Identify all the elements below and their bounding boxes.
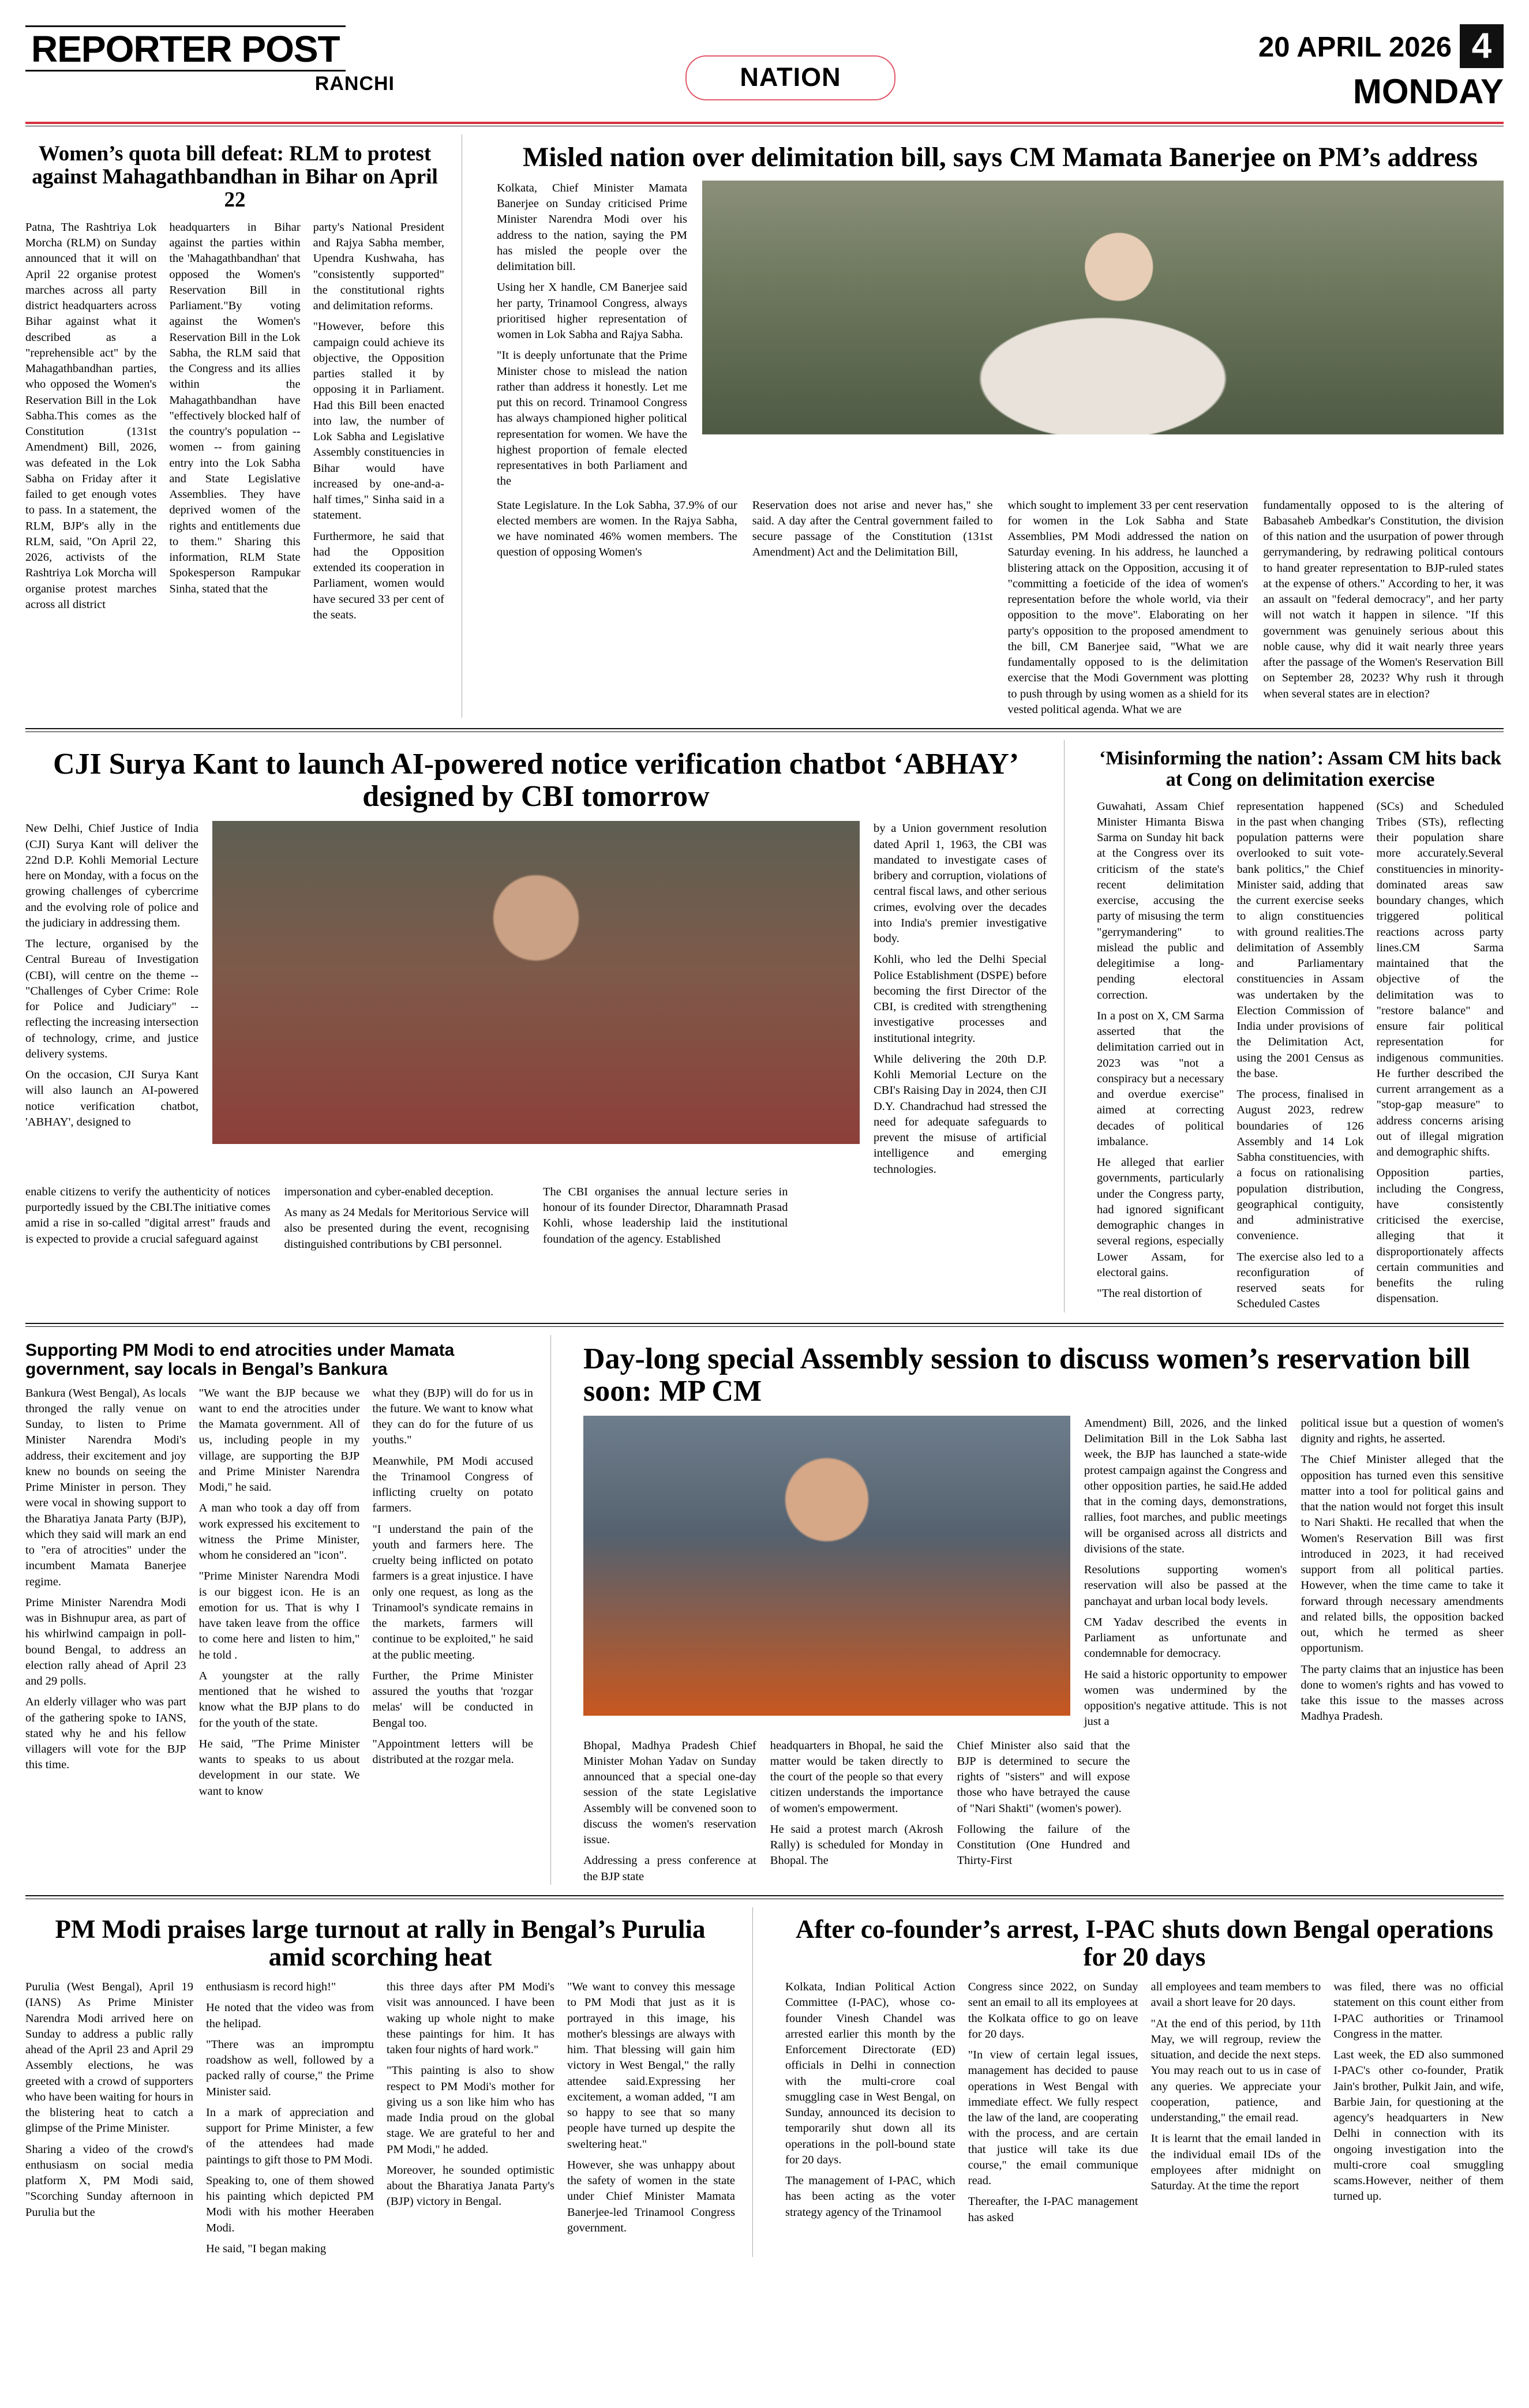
paragraph: Following the failure of the Constitution (One Hundred and Thirty-First [957,1822,1130,1867]
paragraph: this three days after PM Modi's visit was announced. I have been waking up whole night to make these paintings for him. It has taken four nights of hard work." [387,1981,554,2057]
paragraph: Purulia (West Bengal), April 19 (IANS) As Prime Minister Narendra Modi arrived here on Sunday to address a public rally ahead of the April 23 and April 29 Assembly elections, he was greeted with a crowd of supporters who have been waiting for hours in the blistering heat to catch a glimpse of the Prime Minister. [25,1981,193,2135]
paragraph: Guwahati, Assam Chief Minister Himanta Biswa Sarma on Sunday hit back at the Congress over its criticism of the state's recent delimitation exercise, accusing the party of misusing the term "gerrymandering" to mislead the public and delegitimise a long-pending electoral correction. [1097,800,1224,1002]
paragraph: A man who took a day off from work expressed his excitement to witness the Prime Minister, whom he considered an "icon". [198,1502,360,1562]
paragraph: headquarters in Bihar against the parties within the 'Mahagathbandhan' that opposed the Women's Reservation Bill in Parliament."By voting against the Women's Reservation Bill in the Lok Sabha, the RLM said that the Congress and its allies within the Mahagathbandhan have "effectively blocked half of the country's population -- women -- from gaining entry into the Lok Sabha and State Legislative Assemblies. They have deprived women of the rights and entitlements due to them." Sharing this information, RLM State Spokesperson Rampukar Sinha, stated that the [169,220,301,595]
fourth-row [25,1899,1504,2257]
paragraph: The management of I-PAC, which has been acting as the voter strategy agency of the Trinamool [785,2174,955,2219]
paragraph: Prime Minister Narendra Modi was in Bishnupur area, as part of his whirlwind campaign in poll-bound Bengal, to address an election rally ahead of April 23 and 29 polls. [25,1596,186,1688]
paragraph: headquarters in Bhopal, he said the matter would be taken directly to the court of the people so that every citizen understands the importance of women's empowerment. [770,1739,943,1815]
paragraph: Thereafter, the I-PAC management has asked [968,2195,1138,2224]
issue-date: 20 APRIL 2026 [1258,32,1452,63]
paragraph: He said a protest march (Akrosh Rally) is scheduled for Monday in Bhopal. The [770,1822,943,1867]
column-divider-3 [550,1335,551,1885]
paragraph: "Appointment letters will be distributed at the rozgar mela. [372,1737,534,1766]
story7-headline: PM Modi praises large turnout at rally in Bengal’s Purulia amid scorching heat [55,1914,706,1972]
paragraph: "At the end of this period, by 11th May, we will regroup, review the situation, and decide the next steps. You may reach out to us in case of any queries. We appreciate your cooperation, patience, and understanding," the email read. [1151,2017,1321,2125]
page-title: Women’s quota bill defeat: RLM to protest against Mahagathbandhan in Bihar on April 22 [32,142,438,212]
paragraph: Meanwhile, PM Modi accused the Trinamool Congress of inflicting cruelty on potato farmers. [372,1454,534,1515]
paragraph: Kohli, who led the Delhi Special Police Establishment (DSPE) before becoming the first Director of the CBI, is credited with strengthening investigative processes and institutional integrity. [874,953,1047,1045]
story2-bottom-col4 [1263,498,1504,718]
masthead-rule [25,122,1504,124]
paragraph: "We want to convey this message to PM Modi that just as it is portrayed in this image, his mother's blessings are always with him. That blessing will gain him victory in West Bengal," the rally attendee said.Expressing her excitement, a woman added, "I am so happy to see that so many people have turned up despite the sweltering heat." [567,1981,735,2151]
paragraph: Bhopal, Madhya Pradesh Chief Minister Mohan Yadav on Sunday announced that a special one-day session of the state Legislative Assembly will be convened soon to discuss the women's reservation issue. [583,1739,756,1847]
story4-col1 [1097,799,1224,1312]
story6-photo-wrap [583,1416,1070,1730]
paragraph: It is learnt that the email landed in the individual email IDs of the employees after midnight on Saturday. At the time the report [1151,2132,1321,2193]
paragraph: He said, "The Prime Minister wants to speaks to us about development in our state. We want to know [198,1737,360,1798]
paragraph: Addressing a press conference at the BJP state [583,1854,756,1883]
paragraph: A youngster at the rally mentioned that he wished to know what the BJP plans to do for the youth of the state. [198,1669,360,1730]
story6-headline: Day-long special Assembly session to discuss women’s reservation bill soon: MP CM [583,1342,1470,1408]
story1-col2 [169,220,300,623]
story6-col4 [1084,1416,1287,1730]
story8-col4 [1333,1979,1504,2226]
story2-col1 [497,181,687,490]
paragraph: While delivering the 20th D.P. Kohli Memorial Lecture on the CBI's Raising Day in 2024, then CJI D.Y. Chandrachud had stressed the need for adequate safeguards to prevent the misuse of artificial intelligence and emerging technologies. [874,1052,1047,1176]
story3-col1 [25,821,198,1177]
paragraph: Speaking to, one of them showed his painting which depicted PM Modi with his mother Heeraben Modi. [206,2174,374,2234]
dateline [1100,24,1504,68]
paragraph: "I understand the pain of the youth and farmers here. The cruelty being inflicted on potato farmers is a great injustice. I have only one request, as long as the Trinamool's syndicate remains in the markets, farmers will continue to be exploited," he said at the public meeting. [372,1522,534,1661]
paragraph: The party claims that an injustice has been done to women's rights and has vowed to take this issue to the masses across Madhya Pradesh. [1301,1663,1504,1723]
paragraph: (SCs) and Scheduled Tribes (STs), reflecting their population share more accurately.Several constituencies in minority-dominated areas saw boundary changes, which triggered political reactions across party lines.CM Sarma maintained that the objective of the delimitation was to "restore balance" and ensure fair political representation for indigenous communities. He further described the current arrangement as a "stop-gap measure" to address concerns arising out of illegal migration and demographic shifts. [1376,800,1504,1159]
story-bankura-locals [25,1335,533,1885]
paragraph: was filed, there was no official statement on this count either from I-PAC authorities or Trinamool Congress in the matter. [1333,1981,1504,2041]
paragraph: Reservation does not arise and never has," she said. A day after the Central government failed to secure passage of the Constitution (131st Amendment) Act and the Delimitation Bill, [752,498,993,559]
paragraph: "In view of certain legal issues, management has decided to pause operations in West Bengal with immediate effect. We fully respect the law of the land, are cooperating with the process, and are certain that justice will take its due course," the email communique read. [968,2049,1138,2188]
section-badge: NATION [685,55,895,100]
story3-col4 [543,1184,788,1252]
story4-col3 [1377,799,1504,1312]
story7-col3 [387,1979,554,2257]
paragraph: Furthermore, he said that had the Opposition extended its cooperation in Parliament, women would have secured 33 per cent of the seats. [313,530,444,621]
page-number: 4 [1460,24,1504,68]
story6-col3 [957,1738,1130,1885]
paragraph: CM Yadav described the events in Parliament as unfortunate and condemnable for democracy. [1084,1615,1287,1660]
story3-col5 [874,821,1047,1177]
paragraph: which sought to implement 33 per cent reservation for women in the Lok Sabha and State Assemblies, PM Modi addressed the nation on Saturday evening. In his address, he launched a blistering attack on the Opposition, accusing it of "committing a foeticide of the idea of women's representation before the whole world, via their opposition to the move". Elaborating on her party's opposition to the proposed amendment to the bill, CM Banerjee said, "What we are fundamentally opposed to is the delimitation exercise that the Modi Government was plotting to push through by using women as a shield for its vested political agenda. What we are [1007,498,1249,716]
paragraph: The lecture, organised by the Central Bureau of Investigation (CBI), will centre on the theme -- "Challenges of Cyber Crime: Role for Police and Judiciary" -- reflecting the increasing intersection of technology, crime, and justice delivery systems. [25,937,198,1060]
story1-col1 [25,220,156,623]
paragraph: Chief Minister also said that the BJP is determined to secure the rights of "sisters" and will expose those who have betrayed the cause of "Nari Shakti" (women's power). [957,1739,1130,1815]
mp-cm-mohan-yadav-photo [583,1416,1070,1716]
newspaper-title: REPORTER POST [25,25,346,72]
masthead-right [1100,22,1504,111]
section-rule-1 [25,728,1504,729]
paragraph: enthusiasm is record high!" [206,1981,336,1994]
story3-headline: CJI Surya Kant to launch AI-powered notice verification chatbot ‘ABHAY’ designed by CBI tomorrow [53,748,1020,813]
story8-col2 [968,1979,1138,2226]
paragraph: Sharing a video of the crowd's enthusiasm on social media platform X, PM Modi said, "Scorching Sunday afternoon in Purulia but the [25,2143,193,2219]
paragraph: representation happened in the past when changing population patterns were overlooked to suit vote-bank politics," the Chief Minister said, adding that the current exercise seeks to align constituencies with ground realities.The delimitation of Assembly and Parliamentary constituencies in Assam was undertaken by the Election Commission of India under provisions of the Delimitation Act, using the 2001 Census as the base. [1236,800,1364,1080]
paragraph: The process, finalised in August 2023, redrew boundaries of 126 Assembly and 14 Lok Sabha constituencies, with a focus on rationalising population distribution, geographical contiguity, and administrative convenience. [1236,1088,1364,1243]
paragraph: "It is deeply unfortunate that the Prime Minister chose to mislead the nation rather than address it honestly. Let me put this on record. Trinamool Congress has always championed higher political representation for women. We have the highest proportion of female elected representatives in both Parliament and the [497,349,687,488]
paragraph: "We want the BJP because we want to end the atrocities under the Mamata government. All of us, including people in my village, are supporting the BJP and Prime Minister Narendra Modi," he said. [198,1386,360,1494]
paragraph: Using her X handle, CM Banerjee said her party, Trinamool Congress, always prioritised higher representation of women in Lok Sabha and Rajya Sabha. [497,281,687,342]
story7-col2 [206,1979,374,2257]
paragraph: by a Union government resolution dated April 1, 1963, the CBI was mandated to investigate cases of bribery and corruption, violations of central fiscal laws, and other serious crimes, evolving over the decades into India's premier investigative body. [874,822,1047,946]
paragraph: Patna, The Rashtriya Lok Morcha (RLM) on Sunday announced that it will on April 22 organise protest marches across all party district headquarters across Bihar against what it described as a "reprehensible act" by the Mahagathbandhan parties, who opposed the Women's Reservation Bill in the Lok Sabha.This comes as the Constitution (131st Amendment) Bill, 2026, was defeated in the Lok Sabha on Friday after it failed to get enough votes to pass. In a statement, the RLM, BJP's ally in the RLM, said, "On April 22, 2026, activists of the Rashtriya Lok Morcha will organise protest marches across all district [25,220,157,611]
paragraph: He said a historic opportunity to empower women was undermined by the opposition's negative attitude. This is not just a [1084,1668,1287,1728]
paragraph: impersonation and cyber-enabled deception. [284,1185,494,1198]
masthead [25,22,1504,116]
story8-col3 [1151,1979,1321,2226]
paragraph: Opposition parties, including the Congress, have consistently criticised the exercise, alleging that it disproportionately affects certain communities and benefits the ruling dispensation. [1376,1167,1504,1306]
paragraph: On the occasion, CJI Surya Kant will also launch an AI-powered notice verification chatbot, 'ABHAY', designed to [25,1068,198,1128]
story8-headline: After co-founder’s arrest, I-PAC shuts down Bengal operations for 20 days [795,1914,1494,1972]
story-womens-quota-bill [25,134,444,718]
paragraph: Bankura (West Bengal), As locals thronged the rally venue on Sunday, to listen to Prime Minister Narendra Modi's address, their excitement and joy knew no bounds on seeing the Prime Minister in person. They were vocal in showing support to the Bharatiya Janata Party (BJP), which they said will mark an end to "era of atrocities" under the incumbent Mamata Banerjee regime. [25,1386,186,1588]
paragraph: The Chief Minister alleged that the opposition has turned even this sensitive matter into a tool for political gains and that the nation would not forget this insult to Nari Shakti. He recalled that when the Women's Reservation Bill was first introduced in 2023, it had received support from all political parties. However, when the time came to take it forward through necessary amendments and related bills, the opposition backed out, which he termed as sheer opportunism. [1301,1453,1504,1655]
paragraph: fundamentally opposed to is the altering of Babasaheb Ambedkar's Constitution, the division of this nation and the usurpation of power through gerrymandering, by redrawing political contours to hand greater representation to BJP-ruled states at the expense of others." According to her, it was an assault on "federal democracy", and her party will not watch it happen in silence. "If this government was genuinely serious about this noble cause, why did it wait nearly three years after the passage of the Women's Reservation Bill on September 28, 2023? Why rush it through when several states are in election? [1263,498,1504,700]
paragraph: State Legislature. In the Lok Sabha, 37.9% of our elected members are women. In the Rajya Sabha, we have nominated 46% women members. The question of opposing Women's [497,498,737,559]
mamata-banerjee-photo [702,181,1504,434]
paragraph: The exercise also led to a reconfiguration of reserved seats for Scheduled Castes [1236,1250,1364,1311]
paragraph: "However, before this campaign could achieve its objective, the Opposition parties stalled it by opposing it in Parliament. Had this Bill been enacted into law, the number of Lok Sabha and Legislative Assembly constituencies in Bihar would have increased by one-and-a-half times," Sinha said in a statement. [313,320,444,522]
story8-col1 [785,1979,955,2226]
paragraph: An elderly villager who was part of the gathering spoke to IANS, stated why he and his fellow villagers will vote for the BJP this time. [25,1696,186,1772]
story-purulia-rally [25,1907,735,2257]
story7-col1 [25,1979,193,2257]
story2-bottom-col2 [752,498,993,718]
column-divider-2 [1064,740,1065,1312]
second-row [25,732,1504,1312]
masthead-left [25,22,481,95]
cji-surya-kant-photo [212,821,860,1144]
section-rule-3 [25,1895,1504,1896]
paragraph: Last week, the ED also summoned I-PAC's other co-founder, Pratik Jain's brother, Pulkit Jain, and wife, Barbie Jain, for questioning at the agency's headquarters in New Delhi in connection with its ongoing investigation into the multi-crore coal smuggling scams.However, neither of them turned up. [1333,2049,1504,2203]
paragraph: party's National President and Rajya Sabha member, Upendra Kushwaha, has "consistently supported" the constitutional rights and delimitation reforms. [313,220,444,313]
story2-headline: Misled nation over delimitation bill, says CM Mamata Banerjee on PM’s address [522,142,1478,172]
story-mp-cm-assembly-session [568,1335,1504,1885]
story3-col1b [25,1184,271,1252]
paragraph: Amendment) Bill, 2026, and the linked Delimitation Bill in the Lok Sabha last week, the BJP has launched a state-wide protest campaign against the Congress and other opposition parties, he said.He added that in the coming days, demonstrations, rallies, foot marches, and public meetings will be organised across all districts and divisions of the state. [1084,1416,1287,1555]
paragraph: "Prime Minister Narendra Modi is our biggest icon. He is an emotion for us. That is why I have taken leave from the office to come here and listen to him," he told . [198,1570,360,1661]
paragraph: He noted that the video was from the helipad. [206,2001,374,2030]
paragraph: "The real distortion of [1097,1287,1202,1300]
story6-col1 [583,1738,756,1885]
column-divider-4 [752,1907,753,2257]
paragraph: "There was an impromptu roadshow as well, followed by a packed rally of course," the Prime Minister said. [206,2038,374,2098]
story-assam-cm-delimitation [1082,740,1504,1312]
story2-photo-wrap [702,181,1504,490]
paragraph: what they (BJP) will do for us in the future. We want to know what they can do for the future of us youths." [372,1386,534,1447]
third-row [25,1327,1504,1885]
paragraph: Kolkata, Indian Political Action Committee (I-PAC), whose co-founder Vinesh Chandel was arrested earlier this month by the Enforcement Directorate (ED) officials in Delhi in connection with the multi-crore coal smuggling case in West Bengal, on Sunday, announced its decision to temporarily shut down all its operations in the poll-bound state for 20 days. [785,1981,955,2166]
story7-col4 [567,1979,735,2257]
paragraph: enable citizens to verify the authenticity of notices purportedly issued by the CBI.The initiative comes amid a rise in so-called "digital arrest" frauds and is expected to provide a crucial safeguard against [25,1185,271,1246]
paragraph: However, she was unhappy about the safety of women in the state under Chief Minister Mamata Banerjee-led Trinamool Congress government. [567,2158,735,2234]
story-ipac-shutdown [770,1907,1504,2257]
paragraph: Moreover, he sounded optimistic about the Bharatiya Janata Party's (BJP) victory in Bengal. [387,2163,554,2208]
story2-bottom-col1 [497,498,737,718]
paragraph: In a post on X, CM Sarma asserted that the delimitation carried out in 2023 was "not a conspiracy but a necessary and overdue exercise" aimed at correcting decades of political imbalance. [1097,1009,1224,1148]
top-row [25,126,1504,718]
paragraph: The CBI organises the annual lecture series in honour of its founder Director, Dharamnath Prasad Kohli, whose leadership laid the institutional foundation of the agency. Established [543,1185,788,1246]
issue-day: MONDAY [1352,72,1504,111]
story3-col3 [284,1184,530,1252]
story5-col3 [372,1386,533,1799]
paragraph: In a mark of appreciation and support for Prime Minister, a few of the attendees had made paintings to gift those to PM Modi. [206,2106,374,2166]
masthead-center [481,22,1100,100]
paragraph: all employees and team members to avail a short leave for 20 days. [1151,1981,1321,2009]
story2-bottom-col3 [1008,498,1249,718]
paragraph: Kolkata, Chief Minister Mamata Banerjee on Sunday criticised Prime Minister Narendra Modi over his address to the nation, saying the PM has misled the people over the delimitation bill. [497,181,687,273]
story5-col1 [25,1386,186,1799]
section-rule-2 [25,1323,1504,1324]
paragraph: Further, the Prime Minister assured the youths that 'rozgar melas' will be conducted in Bengal too. [372,1669,534,1730]
paragraph: Congress since 2022, on Sunday sent an email to all its employees at the Kolkata office to go on leave for 20 days. [968,1981,1138,2041]
paragraph: He alleged that earlier governments, particularly under the Congress party, had ignored significant demographic changes in several regions, especially Lower Assam, for electoral gains. [1097,1156,1224,1279]
story-cji-abhay [25,740,1047,1312]
paragraph: As many as 24 Medals for Meritorious Service will also be presented during the event, recognising distinguished contributions by CBI personnel. [284,1206,529,1251]
story5-headline: Supporting PM Modi to end atrocities under Mamata government, say locals in Bengal’s Bankura [25,1340,455,1379]
paragraph: "This painting is also to show respect to PM Modi's mother for giving us a son like him who has made India proud on the global stage. We are grateful to her and PM Modi," he added. [387,2064,554,2156]
edition-city: RANCHI [314,73,395,95]
paragraph: New Delhi, Chief Justice of India (CJI) Surya Kant will deliver the 22nd D.P. Kohli Memorial Lecture here on Monday, with a focus on the growing challenges of cybercrime and the evolving role of police and the judiciary in addressing them. [25,822,198,929]
story4-headline: ‘Misinforming the nation’: Assam CM hits back at Cong on delimitation exercise [1099,748,1502,790]
story5-col2 [199,1386,360,1799]
paragraph: political issue but a question of women's dignity and rights, he asserted. [1301,1416,1504,1446]
story3-photo-wrap [212,821,860,1177]
story6-col5 [1301,1416,1504,1730]
story1-col3 [313,220,444,623]
paragraph: He said, "I began making [206,2242,327,2255]
paragraph: Resolutions supporting women's reservation will also be passed at the panchayat and urban local body levels. [1084,1563,1287,1608]
story4-col2 [1236,799,1363,1312]
story6-col2 [770,1738,943,1885]
story-mamata-delimitation [479,134,1504,718]
